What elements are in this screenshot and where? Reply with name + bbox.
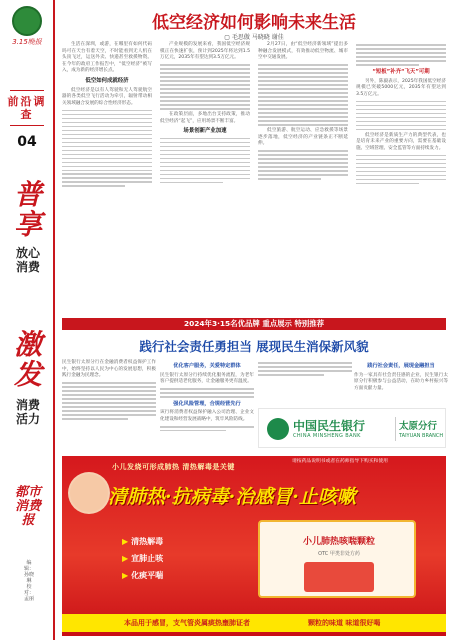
article-column-4: [356, 42, 446, 187]
product-name: 小儿肺热咳喘颗粒: [302, 537, 375, 547]
subheading: 低空如何成就经济: [85, 77, 129, 84]
article-column-3: [258, 42, 348, 182]
check-icon: ▶: [122, 571, 129, 580]
paragraph: 民生银行太原分行持续优化服务流程，为老年客户提供适老化服务，让金融服务更有温度。: [160, 372, 254, 385]
ad-benefit: ▶ 化痰平喘: [122, 571, 164, 580]
editor-credits: 编辑：孙晓琳 校对：孟丽: [24, 560, 35, 602]
subheading: 优化客户服务，关爱特定群体: [173, 363, 241, 369]
subheading: 场景创新产业加速: [183, 128, 227, 135]
paragraph: 2月27日，由“低空经济新领域”提出多种融合发展模式，有效推动低空物流、城市空中交通发展。: [258, 42, 348, 61]
left-rail: [0, 0, 55, 640]
ad-tagline: 小儿发烧可形成肺热 清热解毒是关键: [112, 463, 235, 471]
page-number: 04: [17, 134, 37, 150]
feature-column-3: [258, 360, 352, 378]
bank-logo-block: [258, 408, 446, 448]
article-column-2: [160, 42, 250, 186]
feature-banner: 2024年3·15名优品牌 重点展示 特别推荐: [62, 318, 446, 330]
product-sub: OTC 甲类非处方药: [318, 551, 360, 557]
medicine-advertisement: [62, 456, 446, 636]
paragraph: 生活在深圳，或游，在哪里有如何代码吗可在天台有着天空，不时能看到无人机在头顶飞过，运送外卖、快递甚至救援物资。在今年的政府工作报告中，“低空经济”被写入，成为新的经济增长点。: [62, 42, 152, 74]
promo-sub-2: 消费活力: [15, 398, 40, 426]
divider: [395, 417, 396, 441]
paragraph: 低空经济是新质生产力的典型代表，也是培育未来产业的重要方向，需要在基础设施、空域管理、安全监管等方面持续发力。: [356, 132, 446, 151]
newspaper-logo: [10, 6, 44, 44]
section-label: [4, 86, 50, 150]
paragraph: 作为一家具有社会责任感的企业，民生银行太原分行积极参与公益活动，在助力乡村振兴等方面贡献力量。: [354, 372, 448, 391]
ad-bottom-bar: [62, 614, 446, 632]
ad-slogan: 清肺热·抗病毒·治感冒·止咳嗽: [108, 486, 356, 508]
byline: ▢ 毛思傲 马晓晓 谢佳: [224, 34, 284, 41]
bank-logo-icon: [267, 418, 289, 440]
subheading: 强化风险管理，合规经营先行: [173, 400, 241, 407]
bank-name: 中国民生银行: [293, 419, 366, 433]
promo-word-2: 激发: [13, 328, 42, 391]
divider: [10, 125, 44, 126]
feature-column-4: [354, 360, 448, 392]
subheading: 践行社会责任，展现金融担当: [367, 363, 435, 369]
ad-notice: 请按药品说明书或者在药师指导下购买和使用: [292, 459, 388, 464]
product-package: [304, 562, 374, 592]
feature-column-1: [62, 360, 156, 422]
child-photo: [68, 472, 110, 514]
ad-taste: 颗粒的味道 味道很好喝: [308, 619, 381, 627]
globe-logo-icon: [12, 6, 42, 36]
paragraph: 低空经济是以有人驾驶和无人驾驶航空器的各类低空飞行活动为牵引，辐射带动相关领域融合发展的综合性经济形态。: [62, 87, 152, 106]
paragraph: 产业规模的发展来看，我国低空经济规模正在快速扩张，预计到2025年将达到1.5万亿元，2035年有望达到3.5万亿元。: [160, 42, 250, 61]
feature-headline: 践行社会责任勇担当 展现民生消保新风貌: [139, 339, 369, 354]
article-column-1: [62, 42, 152, 189]
promo-sub-1: 放心消费: [15, 246, 40, 274]
promo-word-1: 普享: [13, 178, 42, 241]
paragraph: 另外，陈毅表示，2025年我国低空经济规模已突破5000亿元，2035年有望达到3.5万亿元。: [356, 78, 446, 97]
newspaper-brand: 都市消费报: [14, 485, 41, 528]
branch-name: 太原分行: [399, 421, 438, 432]
ad-indication: 本品用于感冒，支气管炎属痰热壅肺证者: [124, 619, 250, 627]
branch-name-en: TAIYUAN BRANCH: [399, 433, 444, 439]
paragraph: 低空旅游、航空运动、应急救援等场景逐步落地，低空经济的产业链条正不断延伸。: [258, 127, 348, 147]
section-name: 前沿调查: [7, 95, 47, 121]
article-title: 低空经济如何影响未来生活: [152, 13, 356, 33]
paragraph: 民生银行太原分行在金融消费者权益保护工作中，始终坚持以人民为中心的发展思想，积极践行金融为民理念。: [62, 360, 156, 379]
logo-caption: 3.15晚报: [12, 38, 42, 46]
check-icon: ▶: [122, 554, 129, 563]
paragraph: 在政策层面，多地出台支持政策，推动低空经济“起飞”，应用场景不断丰富。: [160, 111, 250, 124]
product-box: [258, 520, 416, 598]
check-icon: ▶: [122, 537, 129, 546]
paragraph: 该行将消费者权益保护融入公司治理、企业文化建设和经营发展战略中，筑牢风险防线。: [160, 410, 254, 422]
ad-benefit: ▶ 宣肺止咳: [122, 554, 164, 563]
bank-name-en: CHINA MINSHENG BANK: [293, 433, 361, 439]
feature-column-2: [160, 360, 254, 434]
divider: [10, 90, 44, 91]
ad-benefit: ▶ 清热解毒: [122, 537, 164, 546]
subheading: “短板”补齐“飞天”可期: [372, 68, 430, 75]
